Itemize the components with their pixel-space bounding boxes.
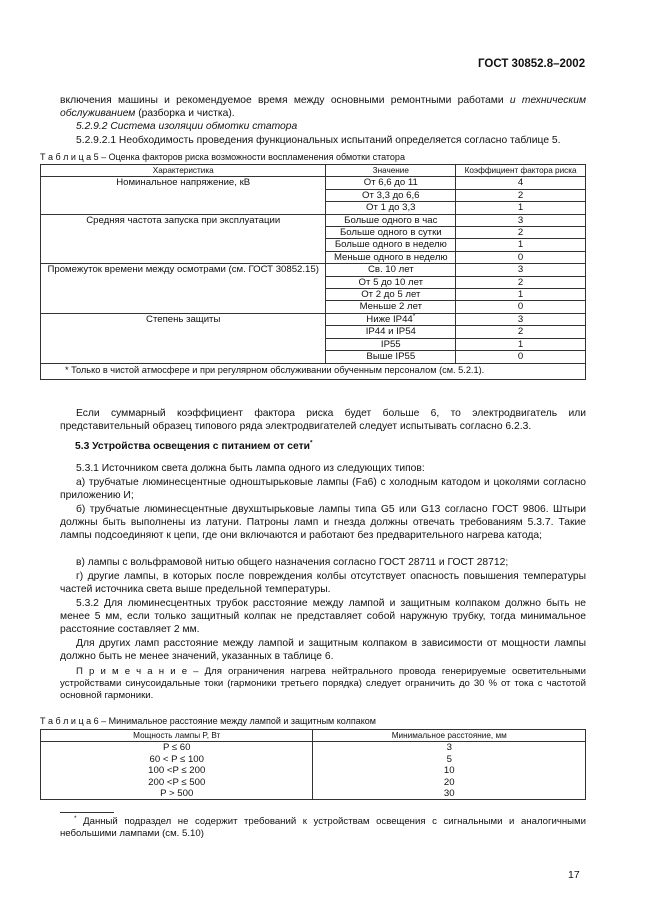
table6-cell-distance: 10 xyxy=(313,765,586,776)
intro-paragraph xyxy=(60,94,586,120)
table5-caption xyxy=(40,152,405,162)
table5-group-name: Промежуток времени между осмотрами (см. ГОСТ 30852.15) xyxy=(41,264,326,314)
table-row xyxy=(41,788,586,800)
note-text: – Для ограничения нагрева нейтрального провода генерируемые осветительными устройствами синусоидальные токи (гармоники третьего порядка) следует ограничить до 30 % от тока с частотой основной гармоники. xyxy=(60,666,586,702)
table6-cell-distance: 5 xyxy=(313,754,586,765)
table5-cell-value: Меньше одного в неделю xyxy=(326,251,456,263)
section-53-heading xyxy=(75,440,575,453)
table5-cell-value: IP44 и IP54 xyxy=(326,326,456,338)
section-5292-heading: 5.2.9.2 Система изоляции обмотки статора xyxy=(76,121,298,132)
document-code: ГОСТ 30852.8–2002 xyxy=(478,58,586,70)
table6-cell-distance: 20 xyxy=(313,777,586,788)
table5-group-name: Степень защиты xyxy=(41,313,326,363)
section-53-title: 5.3 Устройства освещения с питанием от сети xyxy=(75,441,310,452)
table-row xyxy=(41,177,586,189)
table6-header-distance: Минимальное расстояние, мм xyxy=(313,730,586,742)
paragraph-531: 5.3.1 Источником света должна быть лампа одного из следующих типов: xyxy=(76,463,425,474)
intro-text-end: (разборка и чистка). xyxy=(135,108,235,120)
table6-cell-power: P ≤ 60 xyxy=(41,742,313,754)
table5-cell-coef: 1 xyxy=(456,289,586,301)
table-row xyxy=(41,214,586,226)
table5-cell-coef: 3 xyxy=(456,264,586,276)
table5-cell-value: Больше одного в сутки xyxy=(326,227,456,239)
table5-cell-value: От 5 до 10 лет xyxy=(326,276,456,288)
section-53-star: * xyxy=(309,439,313,447)
paragraph-item-b: б) трубчатые люминесцентные двухштырьковые лампы типа G5 или G13 согласно ГОСТ 9806. Штыри должны быть выполнены из латуни. Патроны ламп и гнезда должны отвечать требованиям 5.3.7. Такие лампы подсоединяют к цепи, где они включаются и работают без предварительного нагрева катода; xyxy=(60,504,586,542)
paragraph-other-lamps: Для других ламп расстояние между лампой и защитным колпаком в зависимости от мощности лампы должно быть не менее значений, указанных в таблице 6. xyxy=(60,638,586,663)
table6-cell-power: 100 <P ≤ 200 xyxy=(41,765,313,776)
table5-cell-coef: 2 xyxy=(456,276,586,288)
table-row xyxy=(41,264,586,276)
page-number: 17 xyxy=(568,869,580,881)
table6-caption xyxy=(40,716,376,726)
paragraph-52921: 5.2.9.2.1 Необходимость проведения функциональных испытаний определяется согласно таблице 5. xyxy=(76,135,561,146)
table-row xyxy=(41,777,586,788)
table6-cell-power: P > 500 xyxy=(41,788,313,800)
table5-cell-value: IP55 xyxy=(326,338,456,350)
table5-cell-coef: 0 xyxy=(456,301,586,313)
table5-cell-coef: 2 xyxy=(456,326,586,338)
table5-cell-value: Больше одного в неделю xyxy=(326,239,456,251)
table5-footnote-row xyxy=(41,363,586,379)
note-block xyxy=(60,666,586,703)
table5-header-coefficient: Коэффициент фактора риска xyxy=(456,165,586,177)
table6-caption-text: – Минимальное расстояние между лампой и защитным колпаком xyxy=(98,716,376,726)
table5-group-name: Средняя частота запуска при эксплуатации xyxy=(41,214,326,264)
table6-header-power: Мощность лампы P, Вт xyxy=(41,730,313,742)
table5-cell-coef: 1 xyxy=(456,338,586,350)
paragraph-item-v: в) лампы с вольфрамовой нитью общего назначения согласно ГОСТ 28711 и ГОСТ 28712; xyxy=(76,557,509,568)
table5-cell-value: Больше одного в час xyxy=(326,214,456,226)
table5-cell-coef: 2 xyxy=(456,227,586,239)
table5-header-row xyxy=(41,165,586,177)
table5-caption-prefix: Т а б л и ц а 5 xyxy=(40,152,99,162)
table-row xyxy=(41,765,586,776)
page-footnote xyxy=(60,816,586,840)
table5-cell-value: Выше IP55 xyxy=(326,351,456,363)
table5-cell-value: От 1 до 3,3 xyxy=(326,202,456,214)
table5-cell-value xyxy=(326,313,456,325)
table-row xyxy=(41,313,586,325)
table6-header-row xyxy=(41,730,586,742)
paragraph-item-a: а) трубчатые люминесцентные одноштырьковые лампы (Fa6) с холодным катодом и цоколями согласно приложению И; xyxy=(60,477,586,502)
table5-cell-coef: 1 xyxy=(456,202,586,214)
table5-cell-value: От 2 до 5 лет xyxy=(326,289,456,301)
table5-cell-coef: 1 xyxy=(456,239,586,251)
table5-group-name: Номинальное напряжение, кВ xyxy=(41,177,326,214)
table5-cell-coef: 3 xyxy=(456,313,586,325)
table5-cell-coef: 4 xyxy=(456,177,586,189)
paragraph-item-g: г) другие лампы, в которых после повреждения колбы отсутствует опасность повышения температуры частей источника света выше предельной температуры. xyxy=(60,571,586,596)
footnote-divider xyxy=(60,812,114,813)
table5-cell-coef: 2 xyxy=(456,189,586,201)
table-row xyxy=(41,754,586,765)
intro-text-italic: и техническим обслуживанием xyxy=(60,95,587,120)
paragraph-risk-sum: Если суммарный коэффициент фактора риска будет больше 6, то электродвигатель или представительный образец типового ряда электродвигателей следует испытывать согласно 6.2.3. xyxy=(60,408,586,433)
table-row xyxy=(41,742,586,754)
table6-cell-distance: 3 xyxy=(313,742,586,754)
page-footnote-text: Данный подраздел не содержит требований к устройствам освещения с сигнальными и аналогичными небольшими лампами (см. 5.10) xyxy=(60,816,586,840)
table6-cell-distance: 30 xyxy=(313,788,586,800)
table5-cell-coef: 0 xyxy=(456,351,586,363)
table5-cell-value: Св. 10 лет xyxy=(326,264,456,276)
table5-cell-value-text: Ниже IP44 xyxy=(366,313,413,325)
table5-cell-coef: 0 xyxy=(456,251,586,263)
table6 xyxy=(40,729,586,800)
table5-cell-value: Меньше 2 лет xyxy=(326,301,456,313)
table5-header-characteristic: Характеристика xyxy=(41,165,326,177)
page-footnote-star: * xyxy=(74,814,77,822)
table6-caption-prefix: Т а б л и ц а 6 xyxy=(40,716,99,726)
note-label: П р и м е ч а н и е xyxy=(76,666,188,677)
paragraph-532: 5.3.2 Для люминесцентных трубок расстояние между лампой и защитным колпаком должно быть не менее 5 мм, если только защитный колпак не представляет собой наружную трубку, тогда минимальное расстояние составляет 2 мм. xyxy=(60,598,586,636)
table5-cell-coef: 3 xyxy=(456,214,586,226)
table6-cell-power: 60 < P ≤ 100 xyxy=(41,754,313,765)
table5-cell-value: От 3,3 до 6,6 xyxy=(326,189,456,201)
table5-caption-text: – Оценка факторов риска возможности воспламенения обмотки статора xyxy=(98,152,405,162)
table5-star-marker: * xyxy=(412,312,416,320)
table5-footnote: * Только в чистой атмосфере и при регулярном обслуживании обученным персоналом (см. 5.2.1). xyxy=(41,363,586,379)
table5-header-value: Значение xyxy=(326,165,456,177)
table5-cell-value: От 6,6 до 11 xyxy=(326,177,456,189)
table6-cell-power: 200 <P ≤ 500 xyxy=(41,777,313,788)
table5 xyxy=(40,164,586,380)
intro-text-start: включения машины и рекомендуемое время между основными ремонтными работами xyxy=(60,95,510,106)
